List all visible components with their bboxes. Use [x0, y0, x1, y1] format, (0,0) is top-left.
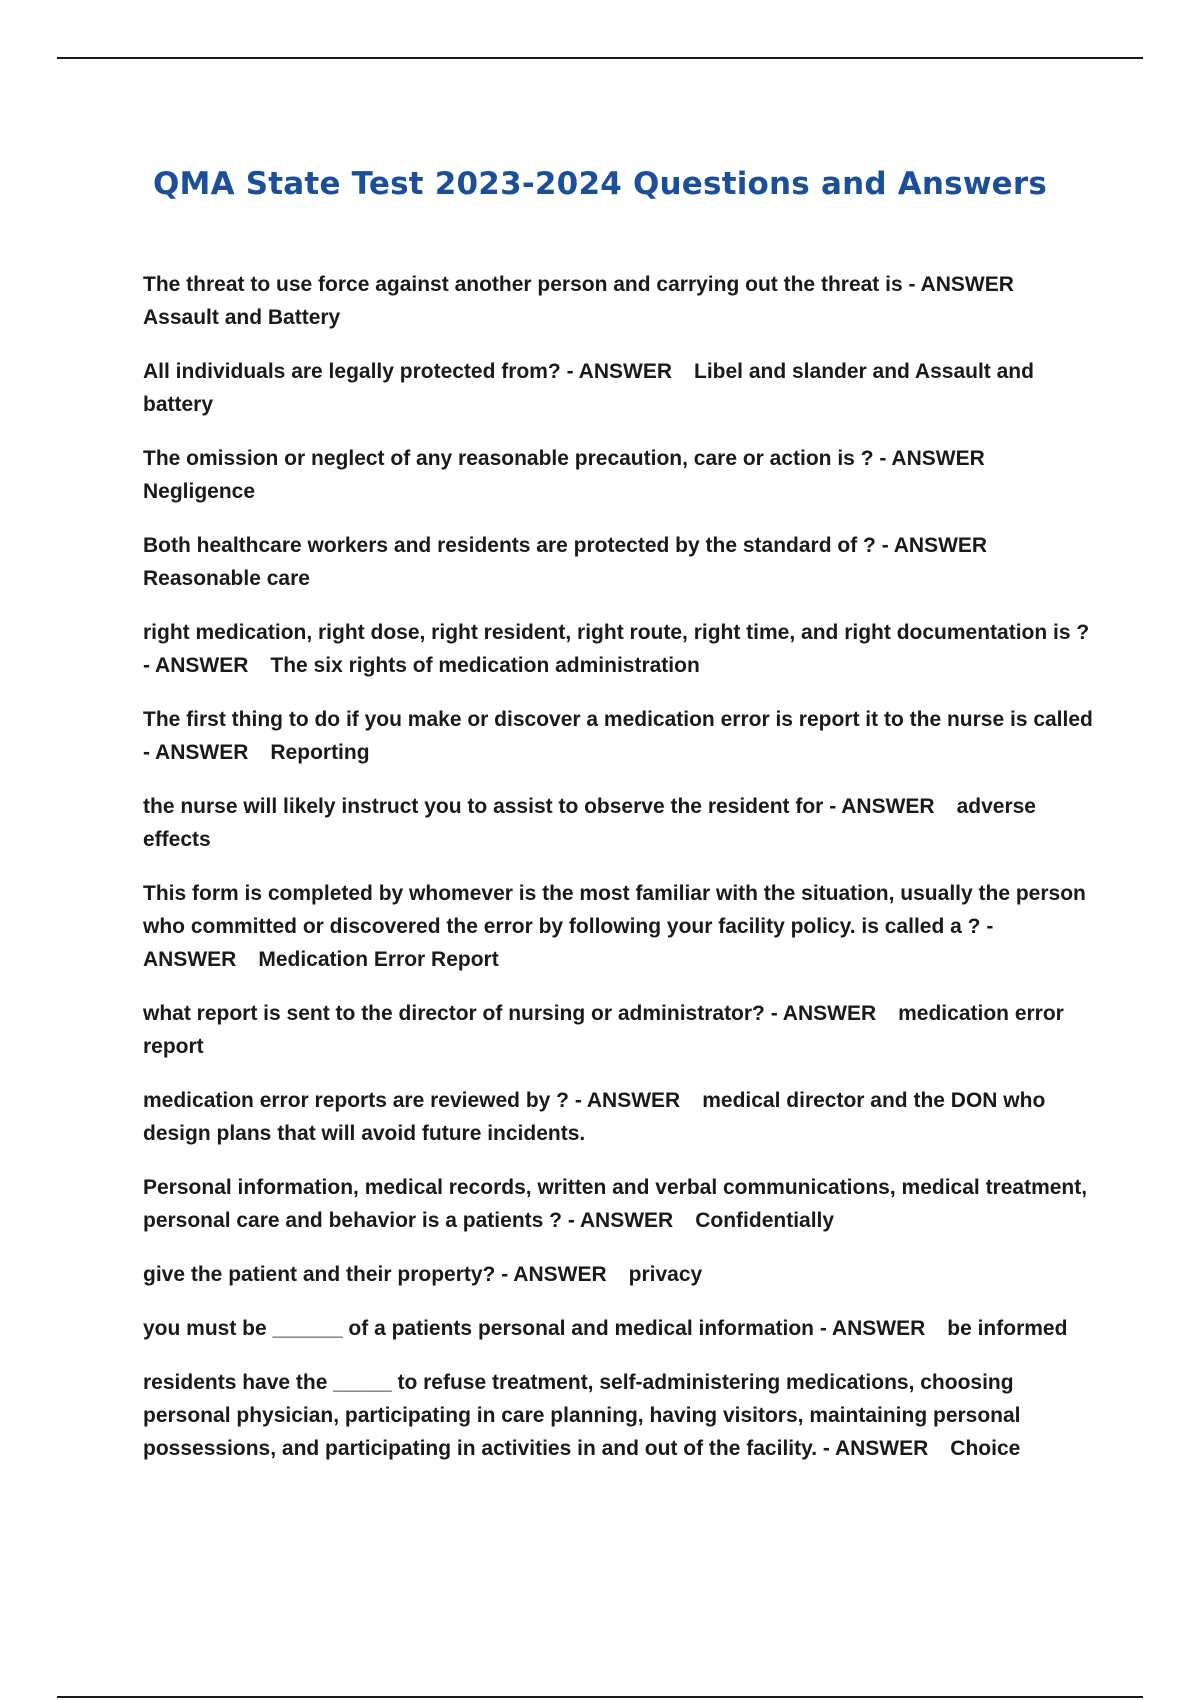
bottom-rule — [57, 1696, 1143, 1698]
answer-text: Reasonable care — [143, 567, 310, 590]
qa-item — [143, 1366, 1093, 1465]
answer-separator: - ANSWER — [567, 1209, 674, 1232]
answer-separator: - ANSWER — [143, 654, 249, 677]
answer-separator: - ANSWER — [566, 360, 672, 383]
question-text: medication error reports are reviewed by ? — [143, 1089, 569, 1112]
qa-item — [143, 268, 1093, 334]
question-text: This form is completed by whomever is the most familiar with the situation, usually the person who committed or discovered the error by following your facility policy. is called a ? — [143, 882, 1086, 938]
top-rule — [57, 57, 1143, 59]
question-text: residents have the _____ to refuse treatment, self-administering medications, choosing personal physician, participating in care planning, having visitors, maintaining personal possessions, and participating in activities in and out of the facility. — [143, 1371, 1021, 1460]
qa-item — [143, 1258, 1093, 1291]
question-text: All individuals are legally protected from? — [143, 360, 561, 383]
answer-separator: - ANSWER — [881, 534, 988, 557]
qa-item — [143, 442, 1093, 508]
question-text: the nurse will likely instruct you to assist to observe the resident for — [143, 795, 824, 818]
answer-text: be informed — [947, 1317, 1068, 1340]
answer-text: Choice — [950, 1437, 1021, 1460]
qa-item — [143, 529, 1093, 595]
question-text: The omission or neglect of any reasonable precaution, care or action is ? — [143, 447, 874, 470]
answer-separator: - ANSWER — [501, 1263, 607, 1286]
question-text: The first thing to do if you make or discover a medication error is report it to the nurse is called — [143, 708, 1093, 731]
qa-item — [143, 355, 1093, 421]
answer-text: Medication Error Report — [258, 948, 499, 971]
question-text: The threat to use force against another person and carrying out the threat is — [143, 273, 903, 296]
answer-separator: - ANSWER — [143, 915, 994, 971]
answer-text: The six rights of medication administration — [270, 654, 700, 677]
answer-text: Negligence — [143, 480, 256, 503]
question-text: what report is sent to the director of nursing or administrator? — [143, 1002, 765, 1025]
qa-item — [143, 1084, 1093, 1150]
document-title: QMA State Test 2023-2024 Questions and Answers — [152, 165, 1048, 202]
answer-text: adverse effects — [143, 795, 1036, 851]
qa-item — [143, 1312, 1093, 1345]
question-text: right medication, right dose, right resident, right route, right time, and right documentation is ? — [143, 621, 1090, 644]
answer-text: Confidentially — [695, 1209, 835, 1232]
question-text: Personal information, medical records, written and verbal communications, medical treatment, personal care and behavior is a patients ? — [143, 1176, 1088, 1232]
answer-text: Assault and Battery — [143, 306, 341, 329]
question-text: give the patient and their property? — [143, 1263, 496, 1286]
qa-list — [143, 268, 1093, 1486]
answer-text: medical director and the DON who design plans that will avoid future incidents. — [143, 1089, 1046, 1145]
qa-item — [143, 703, 1093, 769]
answer-text: Libel and slander and Assault and battery — [143, 360, 1034, 416]
qa-item — [143, 790, 1093, 856]
answer-separator: - ANSWER — [819, 1317, 926, 1340]
answer-separator: - ANSWER — [574, 1089, 681, 1112]
answer-separator: - ANSWER — [822, 1437, 929, 1460]
qa-item — [143, 997, 1093, 1063]
answer-separator: - ANSWER — [908, 273, 1014, 296]
answer-text: Reporting — [270, 741, 370, 764]
answer-text: privacy — [628, 1263, 703, 1286]
question-text: Both healthcare workers and residents are protected by the standard of ? — [143, 534, 876, 557]
answer-separator: - ANSWER — [143, 741, 249, 764]
answer-separator: - ANSWER — [770, 1002, 877, 1025]
question-text: you must be ______ of a patients personal and medical information — [143, 1317, 815, 1340]
qa-item — [143, 1171, 1093, 1237]
answer-separator: - ANSWER — [879, 447, 985, 470]
qa-item — [143, 877, 1093, 976]
answer-separator: - ANSWER — [829, 795, 935, 818]
answer-text: medication error report — [143, 1002, 1064, 1058]
qa-item — [143, 616, 1093, 682]
